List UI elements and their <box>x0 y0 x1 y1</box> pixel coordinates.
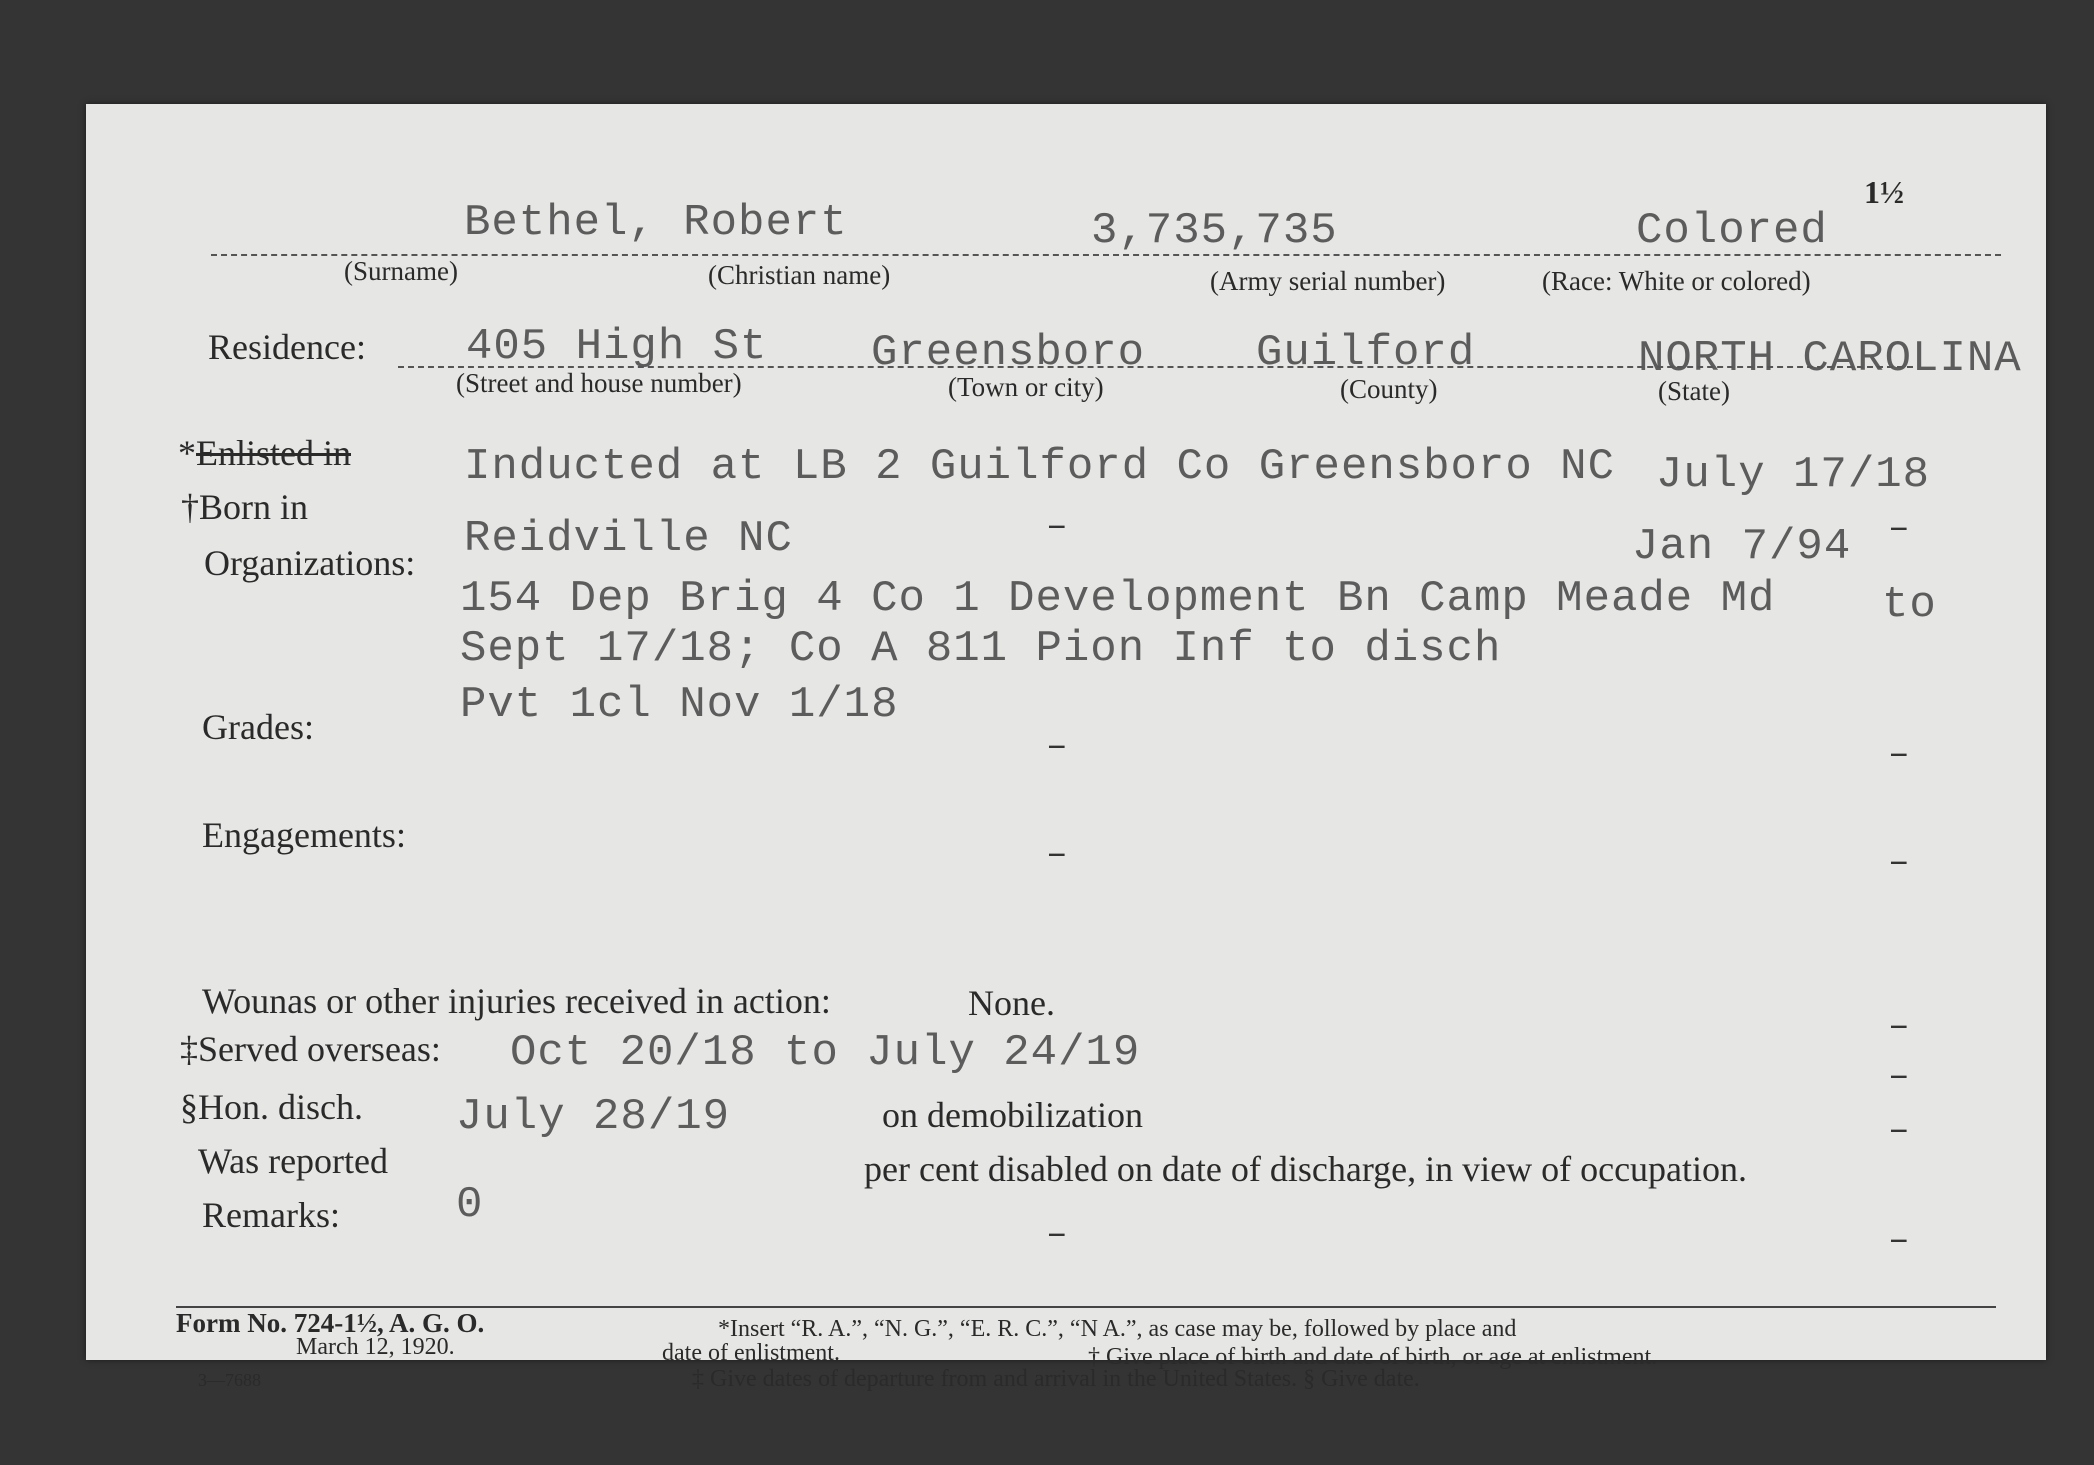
enlisted-date: July 17/18 <box>1656 450 1931 500</box>
reported-value: 0 <box>456 1180 484 1230</box>
footnote-insert-cont: date of enlistment. <box>662 1340 840 1366</box>
town-sublabel: (Town or city) <box>948 372 1104 402</box>
race-value: Colored <box>1636 206 1828 256</box>
christian-name-label: (Christian name) <box>708 260 891 290</box>
name-value: Bethel, Robert <box>464 198 848 248</box>
grades-label: Grades: <box>202 707 314 747</box>
serial-number-value: 3,735,735 <box>1091 206 1338 256</box>
dash-mark: – <box>1888 508 1910 549</box>
footnote-birth: † Give place of birth and date of birth, or age at enlistment. <box>1088 1344 1658 1370</box>
dash-mark: – <box>1046 726 1068 767</box>
dash-mark: – <box>1888 1056 1910 1097</box>
corner-mark: 1½ <box>1864 174 1904 210</box>
overseas-value: Oct 20/18 to July 24/19 <box>510 1028 1141 1078</box>
footnote-overseas: ‡ Give dates of departure from and arrival in the United States. § Give date. <box>692 1366 1420 1392</box>
dash-mark: – <box>1888 734 1910 775</box>
county-sublabel: (County) <box>1340 374 1438 404</box>
remarks-label: Remarks: <box>202 1195 340 1235</box>
enlisted-label <box>178 432 351 474</box>
wounds-label: Wounas or other injuries received in action: <box>202 981 831 1021</box>
state-sublabel: (State) <box>1658 376 1730 406</box>
born-label: †Born in <box>181 487 309 527</box>
organizations-to: to <box>1882 580 1937 630</box>
discharge-note: on demobilization <box>882 1095 1143 1135</box>
header-line <box>211 254 2001 256</box>
street-sublabel: (Street and house number) <box>456 368 742 398</box>
dash-mark: – <box>1046 506 1068 547</box>
form-number: Form No. 724-1½, A. G. O. <box>176 1308 485 1338</box>
footnote-insert: *Insert “R. A.”, “N. G.”, “E. R. C.”, “N A.”, as case may be, followed by place and <box>718 1316 1517 1342</box>
residence-county: Guilford <box>1256 328 1476 378</box>
born-date: Jan 7/94 <box>1632 522 1852 572</box>
army-serial-label: (Army serial number) <box>1210 266 1446 296</box>
reported-label: Was reported <box>198 1141 389 1181</box>
enlisted-text: Enlisted in <box>196 433 351 473</box>
enlisted-asterisk: * <box>178 433 196 473</box>
dash-mark: – <box>1046 1214 1068 1255</box>
organizations-line-2: Sept 17/18; Co A 811 Pion Inf to disch <box>460 624 1502 674</box>
discharge-value: July 28/19 <box>456 1092 731 1142</box>
residence-street: 405 High St <box>466 322 768 372</box>
born-value: Reidville NC <box>464 514 793 564</box>
race-label: (Race: White or colored) <box>1542 266 1811 296</box>
dash-mark: – <box>1888 1110 1910 1151</box>
organizations-label: Organizations: <box>204 543 416 583</box>
dash-mark: – <box>1888 1006 1910 1047</box>
grades-value: Pvt 1cl Nov 1/18 <box>460 680 899 730</box>
reported-note: per cent disabled on date of discharge, in view of occupation. <box>864 1149 1748 1189</box>
residence-town: Greensboro <box>871 328 1146 378</box>
form-date: March 12, 1920. <box>296 1334 455 1360</box>
discharge-label: §Hon. disch. <box>180 1087 363 1127</box>
wounds-value: None. <box>968 983 1055 1023</box>
enlisted-value: Inducted at LB 2 Guilford Co Greensboro NC <box>464 442 1615 492</box>
engagements-label: Engagements: <box>202 815 406 855</box>
residence-state: NORTH CAROLINA <box>1638 334 2022 384</box>
print-code: 3—7688 <box>198 1370 261 1390</box>
service-record-card <box>86 104 2046 1392</box>
surname-label: (Surname) <box>344 256 458 286</box>
overseas-label: ‡Served overseas: <box>180 1029 441 1069</box>
dash-mark: – <box>1046 834 1068 875</box>
organizations-line-1: 154 Dep Brig 4 Co 1 Development Bn Camp Meade Md <box>460 574 1776 624</box>
dash-mark: – <box>1888 1220 1910 1261</box>
dash-mark: – <box>1888 842 1910 883</box>
residence-label: Residence: <box>208 327 366 367</box>
